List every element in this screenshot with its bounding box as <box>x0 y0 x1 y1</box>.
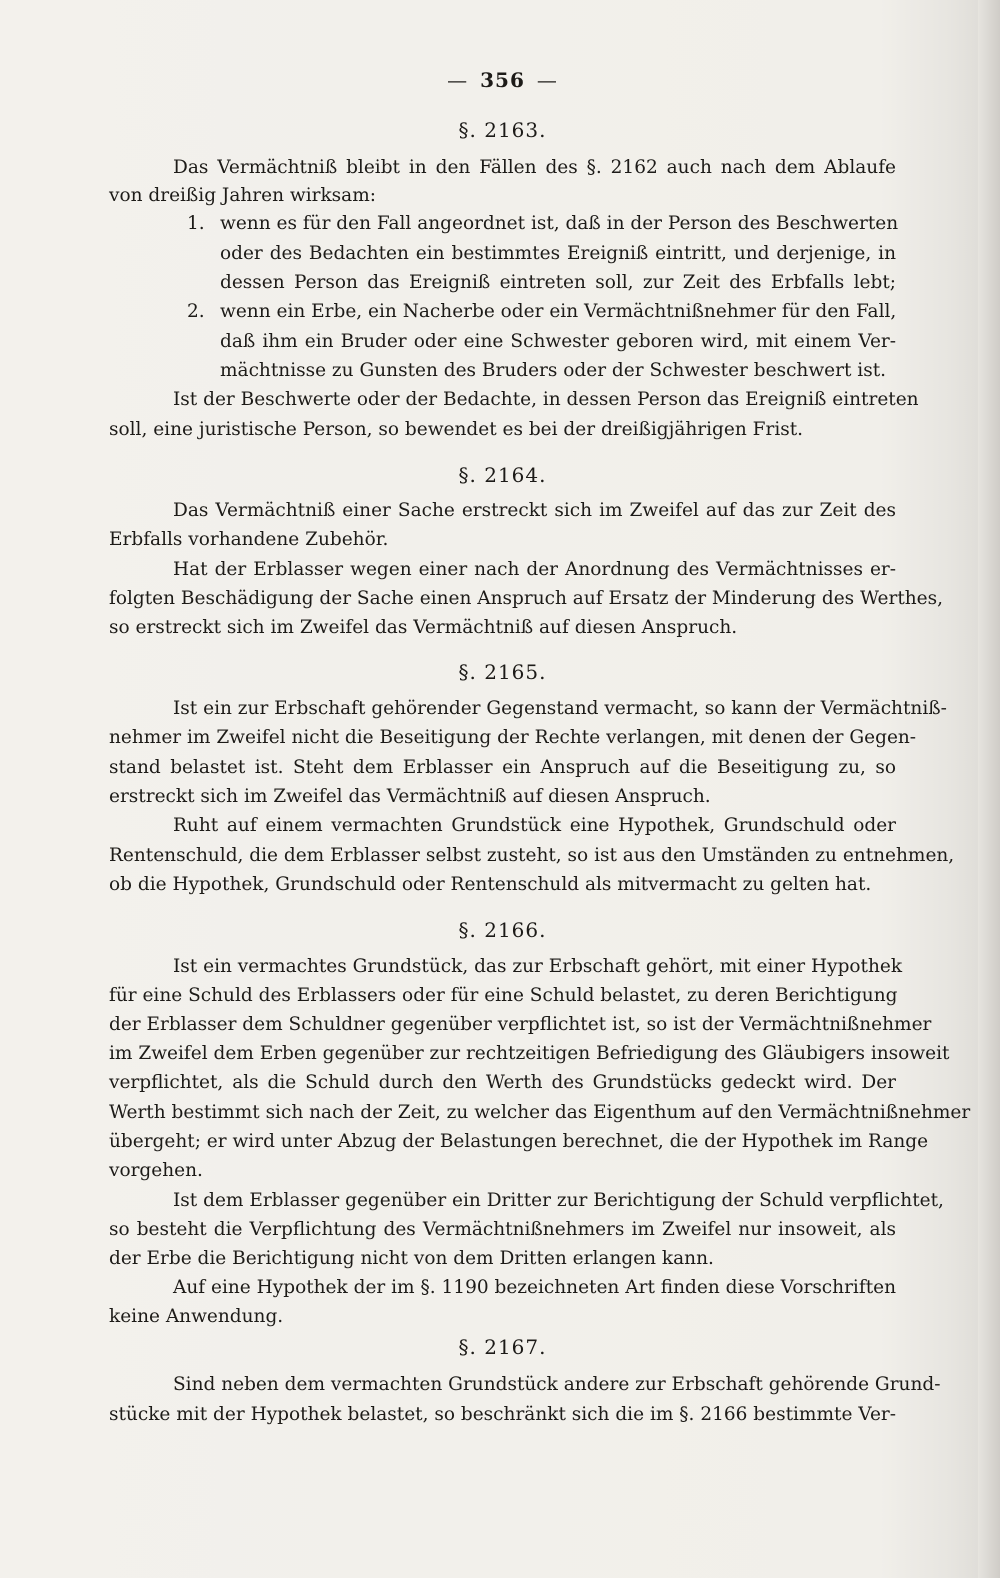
list-item-number: 1. <box>187 213 205 234</box>
text-line: vorgehen. <box>109 1160 203 1181</box>
text-line: dessen Person das Ereigniß eintreten soll, zur Zeit des Erbfalls lebt; <box>220 272 896 293</box>
text-line: verpflichtet, als die Schuld durch den Werth des Grundstücks gedeckt wird. Der <box>109 1072 896 1093</box>
text-line: mächtnisse zu Gunsten des Bruders oder der Schwester beschwert ist. <box>220 360 887 381</box>
text-line: Sind neben dem vermachten Grundstück andere zur Erbschaft gehörende Grund- <box>173 1374 941 1395</box>
text-line: daß ihm ein Bruder oder eine Schwester geboren wird, mit einem Ver- <box>220 331 896 352</box>
text-line: stand belastet ist. Steht dem Erblasser ein Anspruch auf die Beseitigung zu, so <box>109 757 896 778</box>
text-line: folgten Beschädigung der Sache einen Anspruch auf Ersatz der Minderung des Werthes, <box>109 588 944 609</box>
text-line: wenn es für den Fall angeordnet ist, daß in der Person des Beschwerten <box>220 213 899 234</box>
section-heading-2164: §. 2164. <box>458 463 547 487</box>
text-line: im Zweifel dem Erben gegenüber zur rechtzeitigen Befriedigung des Gläubigers insoweit <box>109 1043 950 1064</box>
text-line: übergeht; er wird unter Abzug der Belastungen berechnet, die der Hypothek im Range <box>109 1131 929 1152</box>
section-heading-2165: §. 2165. <box>458 660 547 684</box>
text-line: Hat der Erblasser wegen einer nach der Anordnung des Vermächtnisses er- <box>173 559 896 580</box>
text-line: Ruht auf einem vermachten Grundstück eine Hypothek, Grundschuld oder <box>173 815 896 836</box>
page-number: — 356 — <box>447 68 558 92</box>
text-line: so besteht die Verpflichtung des Vermächtnißnehmers im Zweifel nur insoweit, als <box>109 1219 896 1240</box>
text-line: so erstreckt sich im Zweifel das Vermächtniß auf diesen Anspruch. <box>109 617 738 638</box>
text-line: stücke mit der Hypothek belastet, so beschränkt sich die im §. 2166 bestimmte Ver- <box>109 1404 896 1425</box>
text-line: wenn ein Erbe, ein Nacherbe oder ein Vermächtnißnehmer für den Fall, <box>220 301 897 322</box>
text-line: ob die Hypothek, Grundschuld oder Rentenschuld als mitvermacht zu gelten hat. <box>109 874 872 895</box>
text-line: von dreißig Jahren wirksam: <box>109 185 376 206</box>
text-line: erstreckt sich im Zweifel das Vermächtniß auf diesen Anspruch. <box>109 786 711 807</box>
text-line: Ist dem Erblasser gegenüber ein Dritter zur Berichtigung der Schuld verpflichtet, <box>173 1190 944 1211</box>
section-heading-2166: §. 2166. <box>458 918 547 942</box>
page-edge-shadow <box>978 0 1000 1578</box>
text-line: oder des Bedachten ein bestimmtes Ereigniß eintritt, und derjenige, in <box>220 243 896 264</box>
text-line: Rentenschuld, die dem Erblasser selbst zusteht, so ist aus den Umständen zu entnehmen, <box>109 845 955 866</box>
text-line: der Erblasser dem Schuldner gegenüber verpflichtet ist, so ist der Vermächtnißnehmer <box>109 1014 932 1035</box>
text-line: Auf eine Hypothek der im §. 1190 bezeichneten Art finden diese Vorschriften <box>173 1277 896 1298</box>
list-item-number: 2. <box>187 301 205 322</box>
text-line: für eine Schuld des Erblassers oder für eine Schuld belastet, zu deren Berichtigung <box>109 985 898 1006</box>
text-line: Das Vermächtniß einer Sache erstreckt sich im Zweifel auf das zur Zeit des <box>173 500 896 521</box>
text-line: Erbfalls vorhandene Zubehör. <box>109 529 389 550</box>
text-line: Ist ein vermachtes Grundstück, das zur Erbschaft gehört, mit einer Hypothek <box>173 956 903 977</box>
section-heading-2167: §. 2167. <box>458 1335 547 1359</box>
text-line: keine Anwendung. <box>109 1306 284 1327</box>
text-line: Werth bestimmt sich nach der Zeit, zu welcher das Eigenthum auf den Vermächtnißnehmer <box>109 1102 971 1123</box>
text-line: Ist ein zur Erbschaft gehörender Gegenstand vermacht, so kann der Vermächtniß- <box>173 698 947 719</box>
text-line: nehmer im Zweifel nicht die Beseitigung der Rechte verlangen, mit denen der Gegen- <box>109 727 917 748</box>
text-line: Ist der Beschwerte oder der Bedachte, in dessen Person das Ereigniß eintreten <box>173 389 919 410</box>
text-line: der Erbe die Berichtigung nicht von dem Dritten erlangen kann. <box>109 1248 714 1269</box>
text-line: Das Vermächtniß bleibt in den Fällen des §. 2162 auch nach dem Ablaufe <box>173 157 896 178</box>
text-line: soll, eine juristische Person, so bewendet es bei der dreißigjährigen Frist. <box>109 419 804 440</box>
section-heading-2163: §. 2163. <box>458 118 547 142</box>
